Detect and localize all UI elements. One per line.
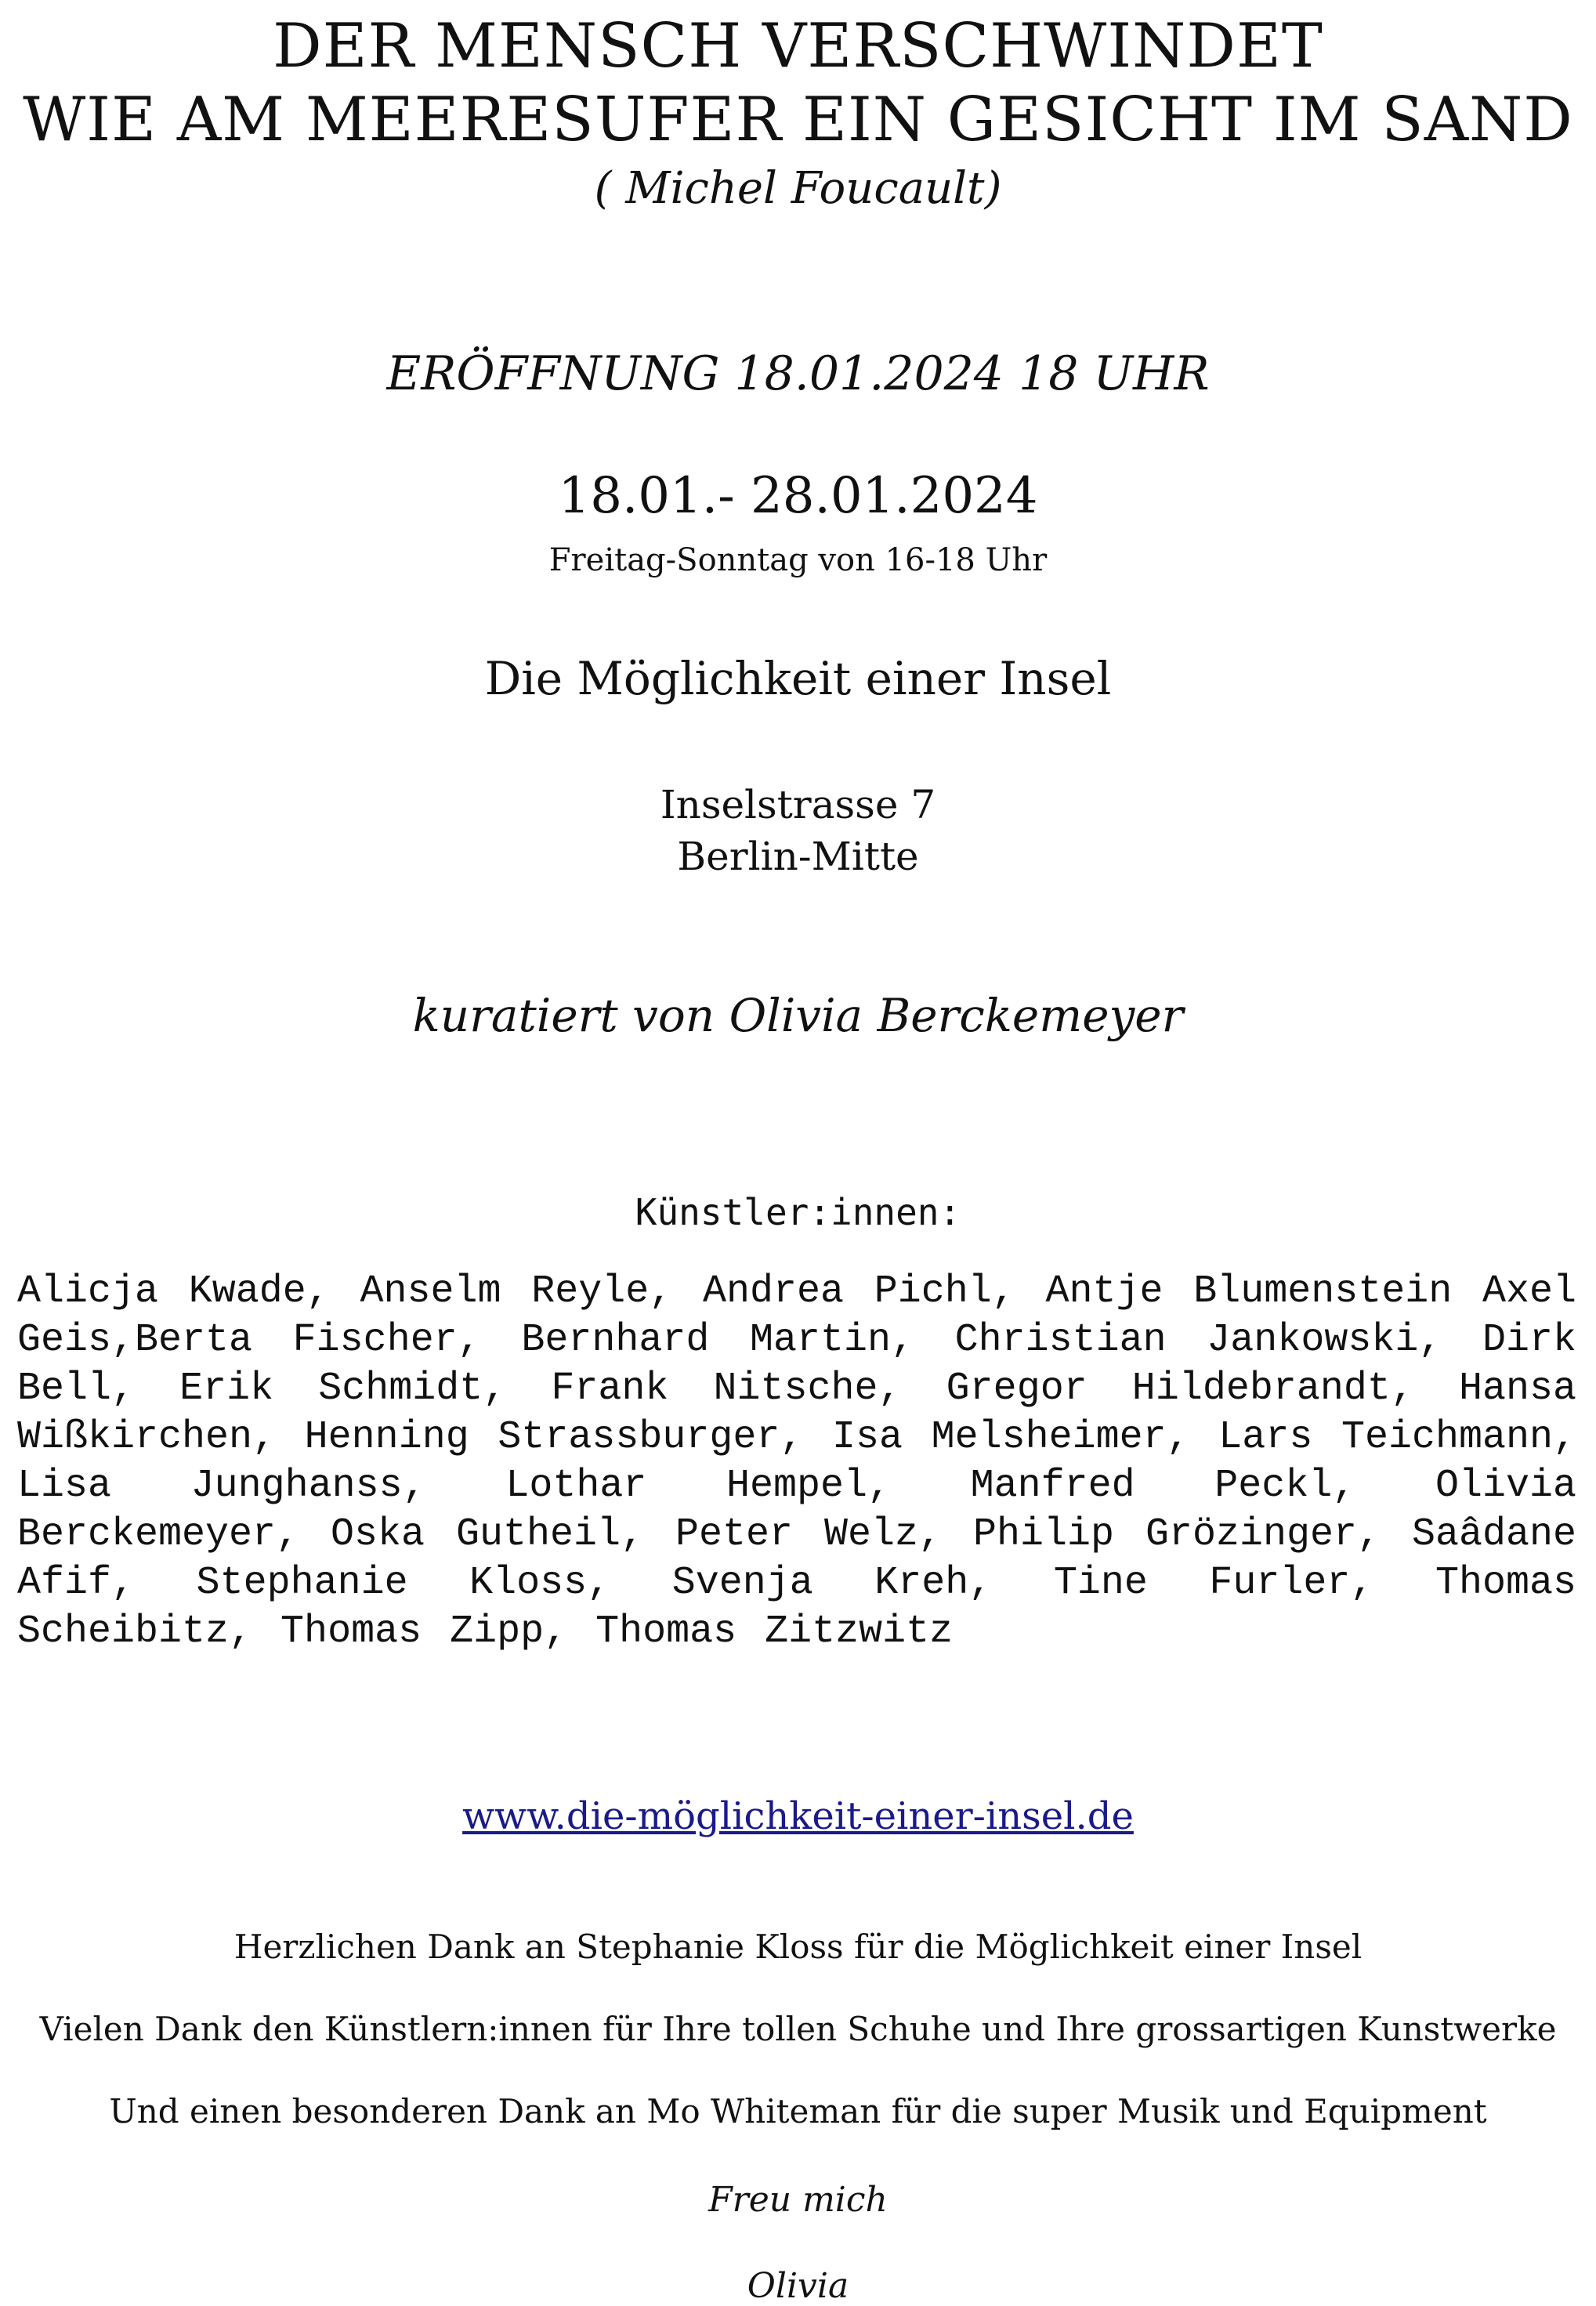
title-line-2: WIE AM MEERESUFER EIN GESICHT IM SAND [23,85,1573,155]
signoff-name: Olivia [747,2266,849,2306]
artists-label: Künstler:innen: [635,1191,961,1233]
opening-date: ERÖFFNUNG 18.01.2024 18 UHR [386,346,1210,401]
venue-city: Berlin-Mitte [677,834,919,879]
signoff-closing: Freu mich [708,2180,888,2220]
thanks-line-2: Vielen Dank den Künstlern:innen für Ihre tollen Schuhe und Ihre grossartigen Kunstwerke [39,2010,1557,2048]
opening-hours: Freitag-Sonntag von 16-18 Uhr [548,542,1048,578]
title-line-1: DER MENSCH VERSCHWINDET [273,11,1323,81]
thanks-line-1: Herzlichen Dank an Stephanie Kloss für die Möglichkeit einer Insel [233,1928,1363,1966]
artists-list: Alicja Kwade, Anselm Reyle, Andrea Pichl, Antje Blumenstein Axel Geis,Berta Fischer, Bernhard Martin, Christian Jankowski, Dirk Bell, Erik Schmidt, Frank Nitsche, Gregor Hildebrandt, Hansa Wißkirchen, Henning Strassburger, Isa Melsheimer, Lars Teichmann, Lisa Junghanss, Lothar Hempel, Manfred Peckl, Olivia Berckemeyer, Oska Gutheil, Peter Welz, Philip Grözinger, Saâdane Afif, Stephanie Kloss, Svenja Kreh, Tine Furler, Thomas Scheibitz, Thomas Zipp, Thomas Zitzwitz [17,1269,1576,1654]
website-link[interactable]: www.die-möglichkeit-einer-insel.de [462,1794,1134,1838]
venue-name: Die Möglichkeit einer Insel [484,652,1112,705]
thanks-line-3: Und einen besonderen Dank an Mo Whiteman für die super Musik und Equipment [109,2092,1487,2130]
quote-author: ( Michel Foucault) [594,163,1002,214]
curator-line: kuratiert von Olivia Berckemeyer [412,989,1184,1042]
website-line [0,1794,1596,1838]
venue-street: Inselstrasse 7 [660,782,936,827]
exhibition-dates: 18.01.- 28.01.2024 [558,467,1038,525]
